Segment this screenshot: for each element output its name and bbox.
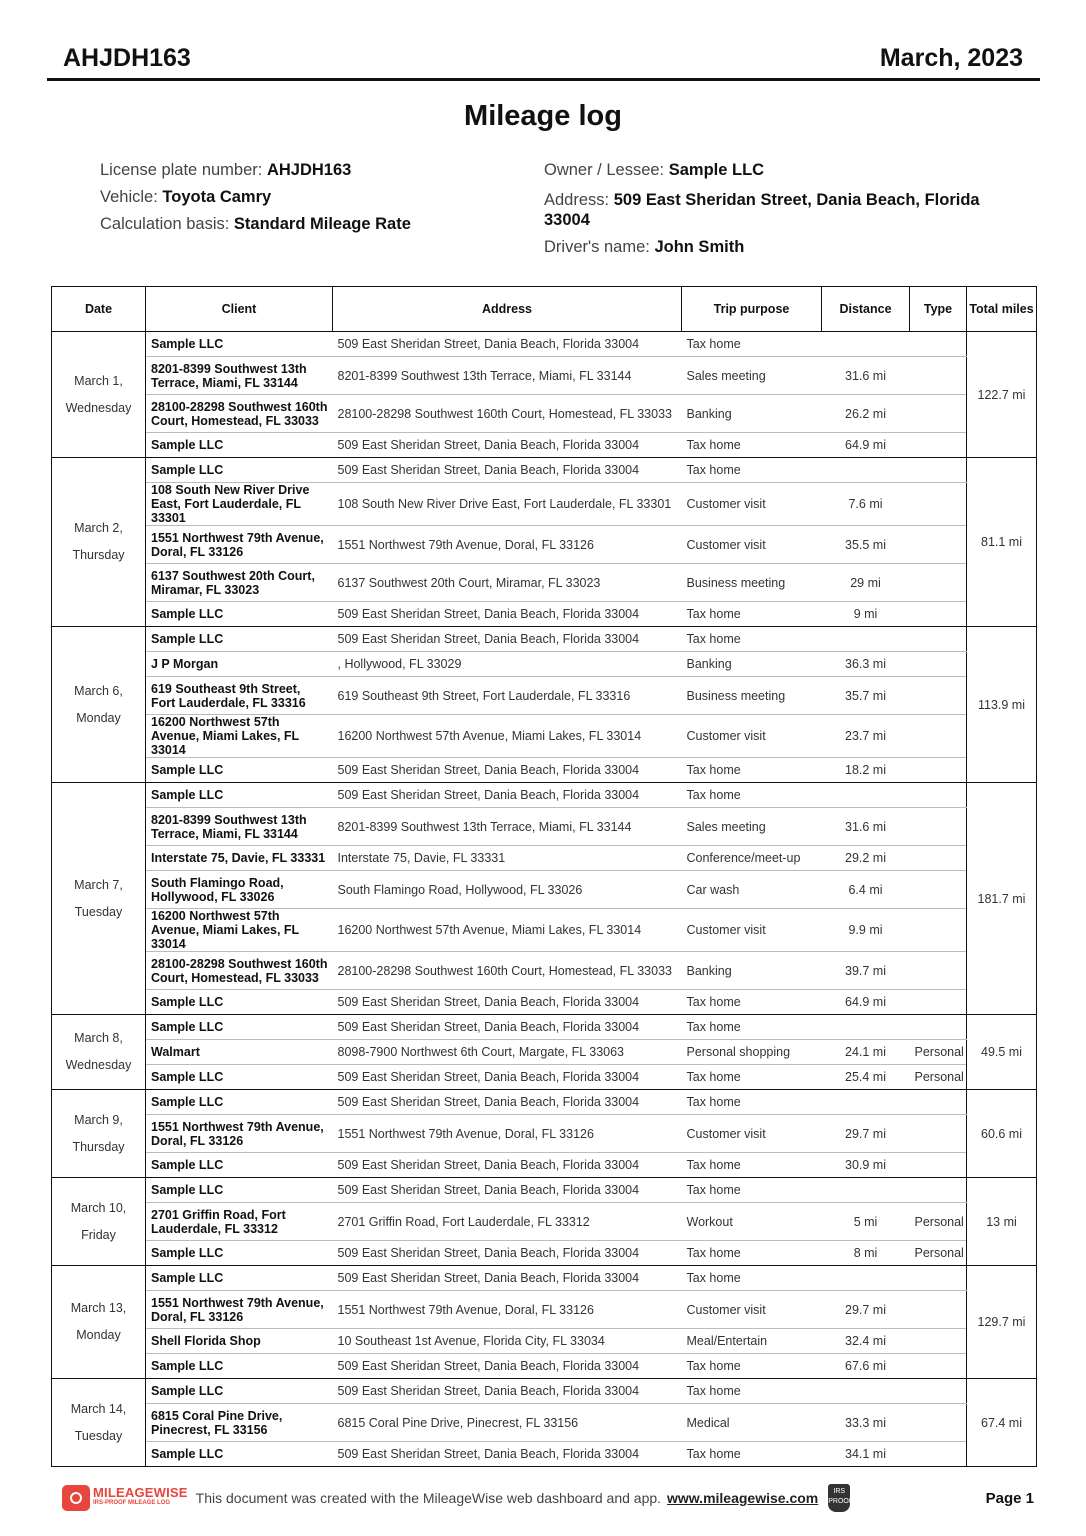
trip-distance: 31.6 mi [822, 808, 910, 846]
trip-type [910, 1291, 967, 1329]
trip-purpose: Tax home [682, 1090, 822, 1115]
table-row [52, 758, 1037, 783]
header-divider [47, 78, 1040, 81]
trip-address: 509 East Sheridan Street, Dania Beach, Florida 33004 [333, 783, 682, 808]
table-row [52, 526, 1037, 564]
trip-distance: 9.9 mi [822, 909, 910, 952]
trip-client: Sample LLC [146, 1015, 333, 1040]
logo-name: MILEAGEWISE [93, 1485, 188, 1500]
table-row [52, 602, 1037, 627]
date-label: March 10, [70, 1200, 127, 1215]
trip-address: 509 East Sheridan Street, Dania Beach, Florida 33004 [333, 1065, 682, 1090]
trip-type [910, 783, 967, 808]
table-row [52, 1153, 1037, 1178]
trip-purpose: Customer visit [682, 715, 822, 758]
owner-info [544, 157, 994, 261]
table-row [52, 1266, 1037, 1291]
trip-distance: 39.7 mi [822, 952, 910, 990]
trip-type [910, 357, 967, 395]
trip-address: 1551 Northwest 79th Avenue, Doral, FL 33126 [333, 1115, 682, 1153]
trip-address: 10 Southeast 1st Avenue, Florida City, FL 33034 [333, 1329, 682, 1354]
table-row [52, 357, 1037, 395]
plate-line: License plate number: AHJDH163 [100, 161, 352, 179]
trip-type [910, 758, 967, 783]
table-header-row [52, 287, 1037, 332]
weekday-label: Wednesday [65, 1058, 132, 1072]
page-footer [62, 1478, 1034, 1518]
trip-distance [822, 1015, 910, 1040]
col-client: Client [146, 287, 333, 332]
trip-client: Sample LLC [146, 1065, 333, 1090]
date-label: March 8, [74, 1031, 123, 1045]
trip-client: Sample LLC [146, 433, 333, 458]
trip-type [910, 1442, 967, 1467]
trip-address: 509 East Sheridan Street, Dania Beach, Florida 33004 [333, 627, 682, 652]
trip-purpose: Banking [682, 652, 822, 677]
trip-client: Sample LLC [146, 783, 333, 808]
trip-distance: 33.3 mi [822, 1404, 910, 1442]
day-total-miles: 113.9 mi [967, 627, 1037, 783]
trip-type [910, 526, 967, 564]
footer-text: This document was created with the MileageWise web dashboard and app. [195, 1490, 662, 1506]
trip-client: 2701 Griffin Road, Fort Lauderdale, FL 33312 [146, 1203, 333, 1241]
day-total-miles: 122.7 mi [967, 332, 1037, 458]
trip-client: Sample LLC [146, 990, 333, 1015]
trip-purpose: Tax home [682, 1241, 822, 1266]
date-label: March 13, [70, 1301, 127, 1315]
table-row [52, 1329, 1037, 1354]
basis-line: Calculation basis: Standard Mileage Rate [100, 215, 411, 233]
page-title: Mileage log [464, 100, 622, 132]
trip-address: 1551 Northwest 79th Avenue, Doral, FL 33126 [333, 1291, 682, 1329]
trip-type [910, 652, 967, 677]
trip-type [910, 1404, 967, 1442]
header-period: March, 2023 [879, 43, 1023, 72]
trip-purpose: Tax home [682, 1178, 822, 1203]
col-purpose: Trip purpose [682, 287, 822, 332]
trip-address: 8098-7900 Northwest 6th Court, Margate, FL 33063 [333, 1040, 682, 1065]
day-total-miles: 129.7 mi [967, 1266, 1037, 1379]
trip-address: 108 South New River Drive East, Fort Lauderdale, FL 33301 [333, 483, 682, 526]
trip-address: 28100-28298 Southwest 160th Court, Homestead, FL 33033 [333, 395, 682, 433]
trip-client: 108 South New River Drive East, Fort Lauderdale, FL 33301 [146, 483, 333, 526]
trip-purpose: Customer visit [682, 909, 822, 952]
trip-purpose: Tax home [682, 783, 822, 808]
trip-purpose: Personal shopping [682, 1040, 822, 1065]
day-total-miles: 60.6 mi [967, 1090, 1037, 1178]
trip-type: Personal [910, 1241, 967, 1266]
date-label: March 2, [74, 521, 123, 535]
trip-purpose: Business meeting [682, 564, 822, 602]
trip-date [52, 783, 146, 1015]
trip-client: Sample LLC [146, 1153, 333, 1178]
day-total-miles: 49.5 mi [967, 1015, 1037, 1090]
trip-address: 509 East Sheridan Street, Dania Beach, Florida 33004 [333, 1442, 682, 1467]
trip-purpose: Tax home [682, 990, 822, 1015]
trip-type [910, 1153, 967, 1178]
trip-address: 1551 Northwest 79th Avenue, Doral, FL 33126 [333, 526, 682, 564]
trip-address: 28100-28298 Southwest 160th Court, Homestead, FL 33033 [333, 952, 682, 990]
trip-type: Personal [910, 1065, 967, 1090]
vehicle-info [100, 157, 520, 238]
trip-client: Sample LLC [146, 1379, 333, 1404]
trip-purpose: Sales meeting [682, 357, 822, 395]
trip-distance: 64.9 mi [822, 433, 910, 458]
weekday-label: Monday [76, 710, 121, 725]
trip-purpose: Tax home [682, 1065, 822, 1090]
trip-distance [822, 783, 910, 808]
date-label: March 1, [74, 373, 123, 388]
trip-purpose: Tax home [682, 433, 822, 458]
trip-distance: 30.9 mi [822, 1153, 910, 1178]
day-total-miles: 13 mi [967, 1178, 1037, 1266]
trip-client: 8201-8399 Southwest 13th Terrace, Miami, FL 33144 [146, 808, 333, 846]
trip-type [910, 1015, 967, 1040]
table-row [52, 652, 1037, 677]
trip-purpose: Tax home [682, 458, 822, 483]
trip-client: South Flamingo Road, Hollywood, FL 33026 [146, 871, 333, 909]
trip-distance: 5 mi [822, 1203, 910, 1241]
trip-client: 6137 Southwest 20th Court, Miramar, FL 33023 [146, 564, 333, 602]
trip-client: 28100-28298 Southwest 160th Court, Homestead, FL 33033 [146, 952, 333, 990]
trip-type [910, 332, 967, 357]
trip-distance: 34.1 mi [822, 1442, 910, 1467]
weekday-label: Wednesday [65, 400, 132, 415]
trip-type [910, 1354, 967, 1379]
trip-client: 6815 Coral Pine Drive, Pinecrest, FL 33156 [146, 1404, 333, 1442]
trip-type [910, 395, 967, 433]
trip-address: 509 East Sheridan Street, Dania Beach, Florida 33004 [333, 433, 682, 458]
day-total-miles: 67.4 mi [967, 1379, 1037, 1467]
trip-distance: 64.9 mi [822, 990, 910, 1015]
trip-purpose: Tax home [682, 602, 822, 627]
trip-address: 509 East Sheridan Street, Dania Beach, Florida 33004 [333, 458, 682, 483]
table-row [52, 458, 1037, 483]
trip-distance [822, 332, 910, 357]
trip-address: 8201-8399 Southwest 13th Terrace, Miami, FL 33144 [333, 808, 682, 846]
trip-address: 509 East Sheridan Street, Dania Beach, Florida 33004 [333, 1266, 682, 1291]
trip-purpose: Conference/meet-up [682, 846, 822, 871]
trip-purpose: Tax home [682, 758, 822, 783]
trip-address: 16200 Northwest 57th Avenue, Miami Lakes, FL 33014 [333, 715, 682, 758]
trip-client: Shell Florida Shop [146, 1329, 333, 1354]
trip-date [52, 332, 146, 458]
table-row [52, 1291, 1037, 1329]
trip-client: 28100-28298 Southwest 160th Court, Homestead, FL 33033 [146, 395, 333, 433]
header-plate: AHJDH163 [63, 43, 191, 72]
trip-purpose: Business meeting [682, 677, 822, 715]
trip-type [910, 1090, 967, 1115]
trip-type [910, 1329, 967, 1354]
table-row [52, 783, 1037, 808]
trip-client: J P Morgan [146, 652, 333, 677]
trip-distance [822, 458, 910, 483]
weekday-label: Thursday [72, 548, 125, 562]
trip-type [910, 1379, 967, 1404]
trip-distance: 25.4 mi [822, 1065, 910, 1090]
car-logo-icon [62, 1485, 90, 1511]
trip-purpose: Tax home [682, 1379, 822, 1404]
trip-purpose: Tax home [682, 1442, 822, 1467]
trip-address: 509 East Sheridan Street, Dania Beach, Florida 33004 [333, 1354, 682, 1379]
trip-distance: 18.2 mi [822, 758, 910, 783]
trip-address: 509 East Sheridan Street, Dania Beach, Florida 33004 [333, 1178, 682, 1203]
trip-address: 509 East Sheridan Street, Dania Beach, Florida 33004 [333, 990, 682, 1015]
trip-distance: 23.7 mi [822, 715, 910, 758]
date-label: March 9, [74, 1112, 123, 1127]
trip-distance: 6.4 mi [822, 871, 910, 909]
trip-purpose: Medical [682, 1404, 822, 1442]
trip-type [910, 909, 967, 952]
trip-client: Sample LLC [146, 1090, 333, 1115]
trip-type [910, 564, 967, 602]
trip-purpose: Sales meeting [682, 808, 822, 846]
trip-type: Personal [910, 1203, 967, 1241]
day-total-miles: 81.1 mi [967, 458, 1037, 627]
trip-purpose: Meal/Entertain [682, 1329, 822, 1354]
trip-type: Personal [910, 1040, 967, 1065]
trip-client: Sample LLC [146, 332, 333, 357]
date-label: March 14, [70, 1401, 127, 1416]
trip-address: 6137 Southwest 20th Court, Miramar, FL 33023 [333, 564, 682, 602]
mileagewise-logo[interactable] [62, 1485, 188, 1511]
trip-client: 8201-8399 Southwest 13th Terrace, Miami, FL 33144 [146, 357, 333, 395]
trip-address: 509 East Sheridan Street, Dania Beach, Florida 33004 [333, 602, 682, 627]
trip-client: Sample LLC [146, 1266, 333, 1291]
table-row [52, 846, 1037, 871]
date-label: March 6, [74, 683, 123, 698]
trip-address: 509 East Sheridan Street, Dania Beach, Florida 33004 [333, 1015, 682, 1040]
trip-purpose: Tax home [682, 1015, 822, 1040]
trip-address: 8201-8399 Southwest 13th Terrace, Miami, FL 33144 [333, 357, 682, 395]
driver-line: Driver's name: John Smith [544, 238, 745, 256]
trip-purpose: Customer visit [682, 483, 822, 526]
table-row [52, 952, 1037, 990]
trip-date [52, 1178, 146, 1266]
trip-client: Sample LLC [146, 758, 333, 783]
trip-distance: 26.2 mi [822, 395, 910, 433]
trip-date [52, 1090, 146, 1178]
trip-distance: 32.4 mi [822, 1329, 910, 1354]
table-row [52, 1203, 1037, 1241]
trip-client: Walmart [146, 1040, 333, 1065]
trip-address: 509 East Sheridan Street, Dania Beach, Florida 33004 [333, 332, 682, 357]
col-type: Type [910, 287, 967, 332]
trip-address: 509 East Sheridan Street, Dania Beach, Florida 33004 [333, 758, 682, 783]
trip-purpose: Banking [682, 395, 822, 433]
trip-distance [822, 1178, 910, 1203]
address-line: Address: 509 East Sheridan Street, Dania Beach, Florida 33004 [544, 191, 980, 229]
trip-type [910, 1266, 967, 1291]
trip-address: 509 East Sheridan Street, Dania Beach, Florida 33004 [333, 1241, 682, 1266]
trip-client: 1551 Northwest 79th Avenue, Doral, FL 33126 [146, 1115, 333, 1153]
trip-purpose: Workout [682, 1203, 822, 1241]
table-row [52, 1178, 1037, 1203]
trip-purpose: Customer visit [682, 1291, 822, 1329]
trip-distance: 9 mi [822, 602, 910, 627]
trip-distance: 35.7 mi [822, 677, 910, 715]
trip-type [910, 952, 967, 990]
trip-type [910, 808, 967, 846]
weekday-label: Monday [76, 1328, 121, 1342]
footer-link[interactable]: www.mileagewise.com [667, 1490, 819, 1506]
table-row [52, 1040, 1037, 1065]
trip-distance [822, 1379, 910, 1404]
table-row [52, 1241, 1037, 1266]
trip-type [910, 1115, 967, 1153]
trip-distance: 29.2 mi [822, 846, 910, 871]
vehicle-line: Vehicle: Toyota Camry [100, 188, 272, 206]
trip-client: Sample LLC [146, 1354, 333, 1379]
trip-client: Sample LLC [146, 627, 333, 652]
trip-distance: 7.6 mi [822, 483, 910, 526]
trip-client: Sample LLC [146, 1241, 333, 1266]
trip-type [910, 1178, 967, 1203]
table-row [52, 871, 1037, 909]
trip-distance: 29 mi [822, 564, 910, 602]
table-row [52, 1379, 1037, 1404]
trip-date [52, 1015, 146, 1090]
trip-distance [822, 1090, 910, 1115]
day-total-miles: 181.7 mi [967, 783, 1037, 1015]
trip-address: 619 Southeast 9th Street, Fort Lauderdale, FL 33316 [333, 677, 682, 715]
trip-client: 16200 Northwest 57th Avenue, Miami Lakes, FL 33014 [146, 909, 333, 952]
trip-type [910, 990, 967, 1015]
trip-purpose: Tax home [682, 1266, 822, 1291]
table-row [52, 808, 1037, 846]
trip-type [910, 433, 967, 458]
table-row [52, 909, 1037, 952]
trip-purpose: Tax home [682, 1354, 822, 1379]
owner-line: Owner / Lessee: Sample LLC [544, 161, 765, 179]
page-header [63, 36, 1023, 80]
trip-distance: 35.5 mi [822, 526, 910, 564]
table-row [52, 483, 1037, 526]
table-body [52, 332, 1037, 1467]
trip-type [910, 627, 967, 652]
trip-type [910, 871, 967, 909]
table-row [52, 1115, 1037, 1153]
table-row [52, 564, 1037, 602]
trip-purpose: Customer visit [682, 1115, 822, 1153]
trip-distance: 29.7 mi [822, 1115, 910, 1153]
trip-distance [822, 1266, 910, 1291]
table-row [52, 1404, 1037, 1442]
trip-client: 619 Southeast 9th Street, Fort Lauderdale, FL 33316 [146, 677, 333, 715]
trip-purpose: Tax home [682, 332, 822, 357]
weekday-label: Thursday [72, 1139, 125, 1154]
table-row [52, 715, 1037, 758]
table-row [52, 990, 1037, 1015]
trip-address: Interstate 75, Davie, FL 33331 [333, 846, 682, 871]
trip-purpose: Car wash [682, 871, 822, 909]
trip-type [910, 602, 967, 627]
trip-address: 16200 Northwest 57th Avenue, Miami Lakes, FL 33014 [333, 909, 682, 952]
trip-date [52, 458, 146, 627]
trip-distance: 8 mi [822, 1241, 910, 1266]
trip-address: 2701 Griffin Road, Fort Lauderdale, FL 33312 [333, 1203, 682, 1241]
trip-distance: 67.6 mi [822, 1354, 910, 1379]
trip-client: Interstate 75, Davie, FL 33331 [146, 846, 333, 871]
trip-type [910, 458, 967, 483]
table-row [52, 627, 1037, 652]
date-label: March 7, [74, 877, 123, 892]
weekday-label: Friday [81, 1227, 116, 1242]
table-row [52, 1354, 1037, 1379]
trip-distance: 31.6 mi [822, 357, 910, 395]
trip-date [52, 627, 146, 783]
trip-type [910, 483, 967, 526]
trip-address: 509 East Sheridan Street, Dania Beach, Florida 33004 [333, 1153, 682, 1178]
logo-tagline: IRS-PROOF MILEAGE LOG [93, 1500, 171, 1506]
irs-proof-badge-icon: IRS PROOF [828, 1484, 850, 1512]
trip-type [910, 715, 967, 758]
table-row [52, 1442, 1037, 1467]
table-row [52, 1015, 1037, 1040]
trip-purpose: Tax home [682, 1153, 822, 1178]
col-date: Date [52, 287, 146, 332]
trip-purpose: Customer visit [682, 526, 822, 564]
trip-distance [822, 627, 910, 652]
table-row [52, 395, 1037, 433]
trip-type [910, 677, 967, 715]
trip-address: 509 East Sheridan Street, Dania Beach, Florida 33004 [333, 1379, 682, 1404]
trip-distance: 36.3 mi [822, 652, 910, 677]
col-distance: Distance [822, 287, 910, 332]
mileage-table [51, 286, 1037, 1467]
trip-client: 1551 Northwest 79th Avenue, Doral, FL 33126 [146, 1291, 333, 1329]
trip-client: 1551 Northwest 79th Avenue, Doral, FL 33126 [146, 526, 333, 564]
table-row [52, 332, 1037, 357]
trip-address: 509 East Sheridan Street, Dania Beach, Florida 33004 [333, 1090, 682, 1115]
trip-client: Sample LLC [146, 458, 333, 483]
col-total: Total miles [967, 287, 1037, 332]
table-row [52, 433, 1037, 458]
trip-date [52, 1266, 146, 1379]
weekday-label: Tuesday [74, 904, 123, 919]
trip-type [910, 846, 967, 871]
trip-purpose: Tax home [682, 627, 822, 652]
page-number: Page 1 [985, 1489, 1034, 1507]
trip-address: South Flamingo Road, Hollywood, FL 33026 [333, 871, 682, 909]
trip-client: Sample LLC [146, 1178, 333, 1203]
trip-client: Sample LLC [146, 1442, 333, 1467]
table-row [52, 1065, 1037, 1090]
trip-address: 6815 Coral Pine Drive, Pinecrest, FL 33156 [333, 1404, 682, 1442]
table-row [52, 677, 1037, 715]
table-row [52, 1090, 1037, 1115]
trip-date [52, 1379, 146, 1467]
trip-distance: 24.1 mi [822, 1040, 910, 1065]
trip-distance: 29.7 mi [822, 1291, 910, 1329]
col-address: Address [333, 287, 682, 332]
trip-client: 16200 Northwest 57th Avenue, Miami Lakes, FL 33014 [146, 715, 333, 758]
trip-purpose: Banking [682, 952, 822, 990]
trip-client: Sample LLC [146, 602, 333, 627]
weekday-label: Tuesday [74, 1428, 123, 1443]
trip-address: , Hollywood, FL 33029 [333, 652, 682, 677]
